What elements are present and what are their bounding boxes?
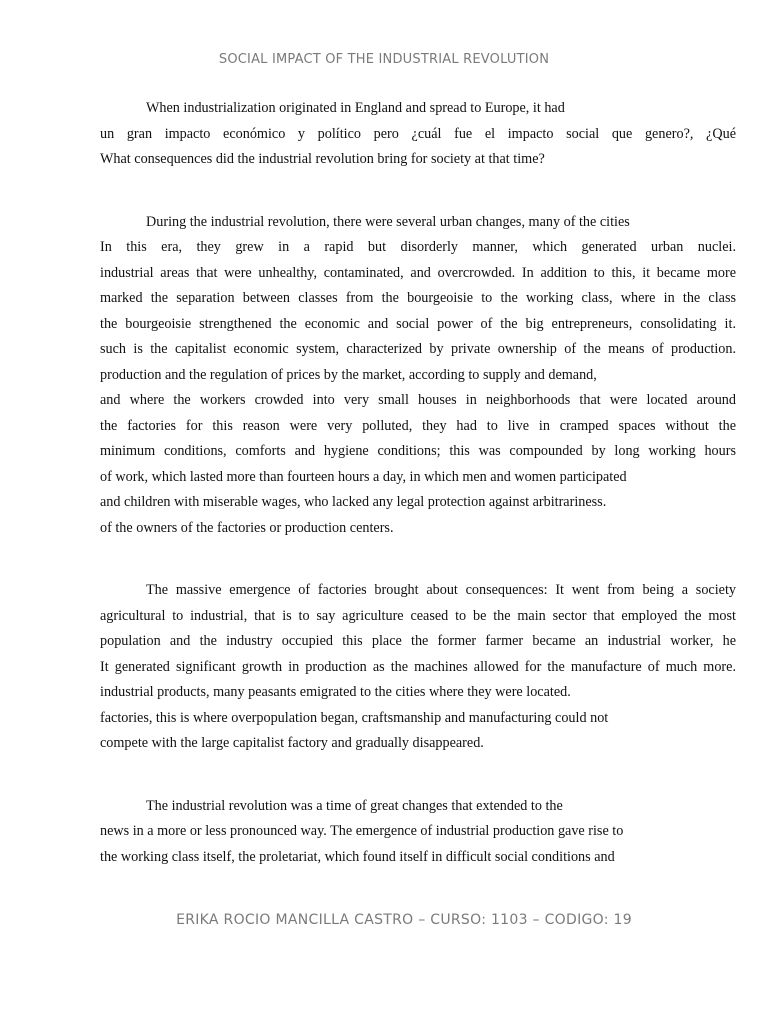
paragraph-line: industrial products, many peasants emigrated to the cities where they were located. [100,684,571,700]
paragraph-line: news in a more or less pronounced way. The emergence of industrial production gave rise to [100,823,624,839]
paragraph-line: and children with miserable wages, who lacked any legal protection against arbitrariness. [100,494,607,510]
paragraph-line: In this era, they grew in a rapid but disorderly manner, which generated urban nuclei. [100,239,736,255]
paragraph-line: the factories for this reason were very polluted, they had to live in cramped spaces without the [100,417,736,434]
paragraph-4 [100,798,736,875]
paragraph-line: the bourgeoisie strengthened the economic and social power of the big entrepreneurs, consolidating it. [100,315,736,332]
paragraph-line: compete with the large capitalist factory and gradually disappeared. [100,735,484,751]
paragraph-line: The massive emergence of factories brought about consequences: It went from being a society [146,582,736,598]
paragraph-line: and where the workers crowded into very small houses in neighborhoods that were located around [100,392,736,408]
paragraph-line: It generated significant growth in production as the machines allowed for the manufacture of much more. [100,658,736,675]
paragraph-line: of work, which lasted more than fourteen hours a day, in which men and women participated [100,468,627,485]
paragraph-line: agricultural to industrial, that is to say agriculture ceased to be the main sector that employed the most [100,607,736,624]
document-body [100,100,736,911]
paragraph-line: During the industrial revolution, there were several urban changes, many of the cities [146,213,630,230]
paragraph-line: population and the industry occupied this place the former farmer became an industrial worker, he [100,633,736,649]
paragraph-line: marked the separation between classes from the bourgeoisie to the working class, where in the class [100,290,736,306]
paragraph-line: The industrial revolution was a time of great changes that extended to the [146,797,563,814]
paragraph-line: of the owners of the factories or production centers. [100,519,394,536]
paragraph-2 [100,214,736,546]
paragraph-line: factories, this is where overpopulation began, craftsmanship and manufacturing could not [100,709,609,726]
paragraph-1 [100,100,736,177]
paragraph-line: When industrialization originated in England and spread to Europe, it had [146,100,565,116]
paragraph-line: What consequences did the industrial revolution bring for society at that time? [100,151,545,167]
page-footer: ERIKA ROCIO MANCILLA CASTRO – CURSO: 1103 – CODIGO: 19 [176,912,632,928]
paragraph-line: production and the regulation of prices by the market, according to supply and demand, [100,366,597,383]
page-header: SOCIAL IMPACT OF THE INDUSTRIAL REVOLUTION [218,52,550,67]
paragraph-line: the working class itself, the proletariat, which found itself in difficult social conditions and [100,848,615,865]
paragraph-3 [100,582,736,761]
paragraph-line: minimum conditions, comforts and hygiene conditions; this was compounded by long working hours [100,443,736,459]
paragraph-line: industrial areas that were unhealthy, contaminated, and overcrowded. In addition to this, it became more [100,264,736,281]
paragraph-line: such is the capitalist economic system, characterized by private ownership of the means of production. [100,341,736,357]
paragraph-line: un gran impacto económico y político pero ¿cuál fue el impacto social que genero?, ¿Qué [100,125,736,142]
